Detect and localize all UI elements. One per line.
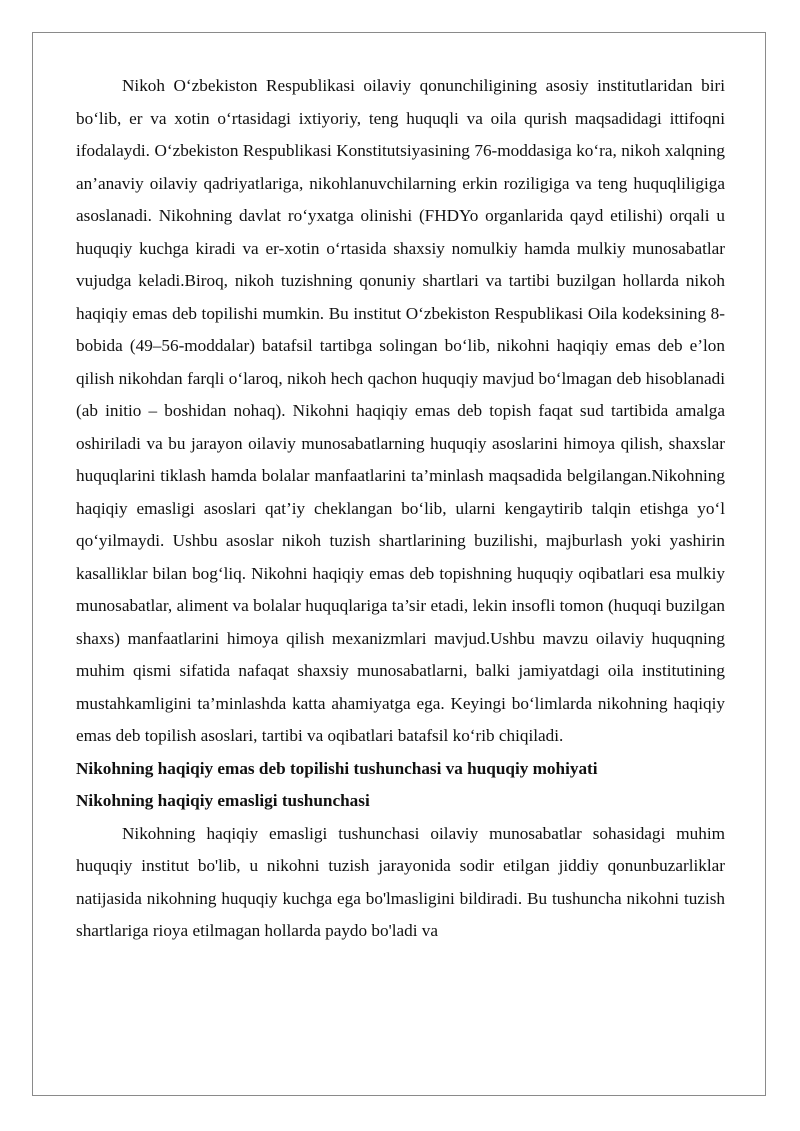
intro-paragraph: Nikoh O‘zbekiston Respublikasi oilaviy qonunchiligining asosiy institutlaridan biri bo‘lib, er va xotin o‘rtasidagi ixtiyoriy, teng huquqli va oila qurish maqsadidagi ittifoqni ifodalaydi. O‘zbekiston Respublikasi Konstitutsiyasining 76-moddasiga ko‘ra, nikoh xalqning an’anaviy oilaviy qadriyatlariga, nikohlanuvchilarning erkin roziligiga va teng huquqliligiga asoslanadi. Nikohning davlat ro‘yxatga olinishi (FHDYo organlarida qayd etilishi) orqali u huquqiy kuchga kiradi va er-xotin o‘rtasida shaxsiy nomulkiy hamda mulkiy munosabatlar vujudga keladi.Biroq, nikoh tuzishning qonuniy shartlari va tartibi buzilgan hollarda nikoh haqiqiy emas deb topilishi mumkin. Bu institut O‘zbekiston Respublikasi Oila kodeksining 8-bobida (49–56-moddalar) batafsil tartibga solingan bo‘lib, nikohni haqiqiy emas deb e’lon qilish nikohdan farqli o‘laroq, nikoh hech qachon huquqiy mavjud bo‘lmagan deb hisoblanadi (ab initio – boshidan nohaq). Nikohni haqiqiy emas deb topish faqat sud tartibida amalga oshiriladi va bu jarayon oilaviy munosabatlarning huquqiy asoslarini himoya qilish, shaxslar huquqlarini tiklash hamda bolalar manfaatlarini ta’minlash maqsadida belgilangan.Nikohning haqiqiy emasligi asoslari qat’iy cheklangan bo‘lib, ularni kengaytirib talqin etishga yo‘l qo‘yilmaydi. Ushbu asoslar nikoh tuzish shartlarining buzilishi, majburlash yoki yashirin kasalliklar bilan bog‘liq. Nikohni haqiqiy emas deb topishning huquqiy oqibatlari esa mulkiy munosabatlar, aliment va bolalar huquqlariga ta’sir etadi, lekin insofli tomon (huquqi buzilgan shaxs) manfaatlarini himoya qilish mexanizmlari mavjud.Ushbu mavzu oilaviy huquqning muhim qismi sifatida nafaqat shaxsiy munosabatlarni, balki jamiyatdagi oila institutining mustahkamligini ta’minlashda katta ahamiyatga ega. Keyingi bo‘limlarda nikohning haqiqiy emas deb topilish asoslari, tartibi va oqibatlari batafsil ko‘rib chiqiladi. — [76, 76, 725, 745]
subsection-heading: Nikohning haqiqiy emasligi tushunchasi — [76, 791, 370, 810]
section-heading: Nikohning haqiqiy emas deb topilishi tushunchasi va huquqiy mohiyati — [76, 758, 598, 778]
body-paragraph: Nikohning haqiqiy emasligi tushunchasi oilaviy munosabatlar sohasidagi muhim huquqiy institut bo'lib, u nikohni tuzish jarayonida sodir etilgan jiddiy qonunbuzarliklar natijasida nikohning huquqiy kuchga ega bo'lmasligini bildiradi. Bu tushuncha nikohni tuzish shartlariga rioya etilmagan hollarda paydo bo'ladi va — [76, 823, 725, 940]
document-body — [76, 70, 725, 948]
